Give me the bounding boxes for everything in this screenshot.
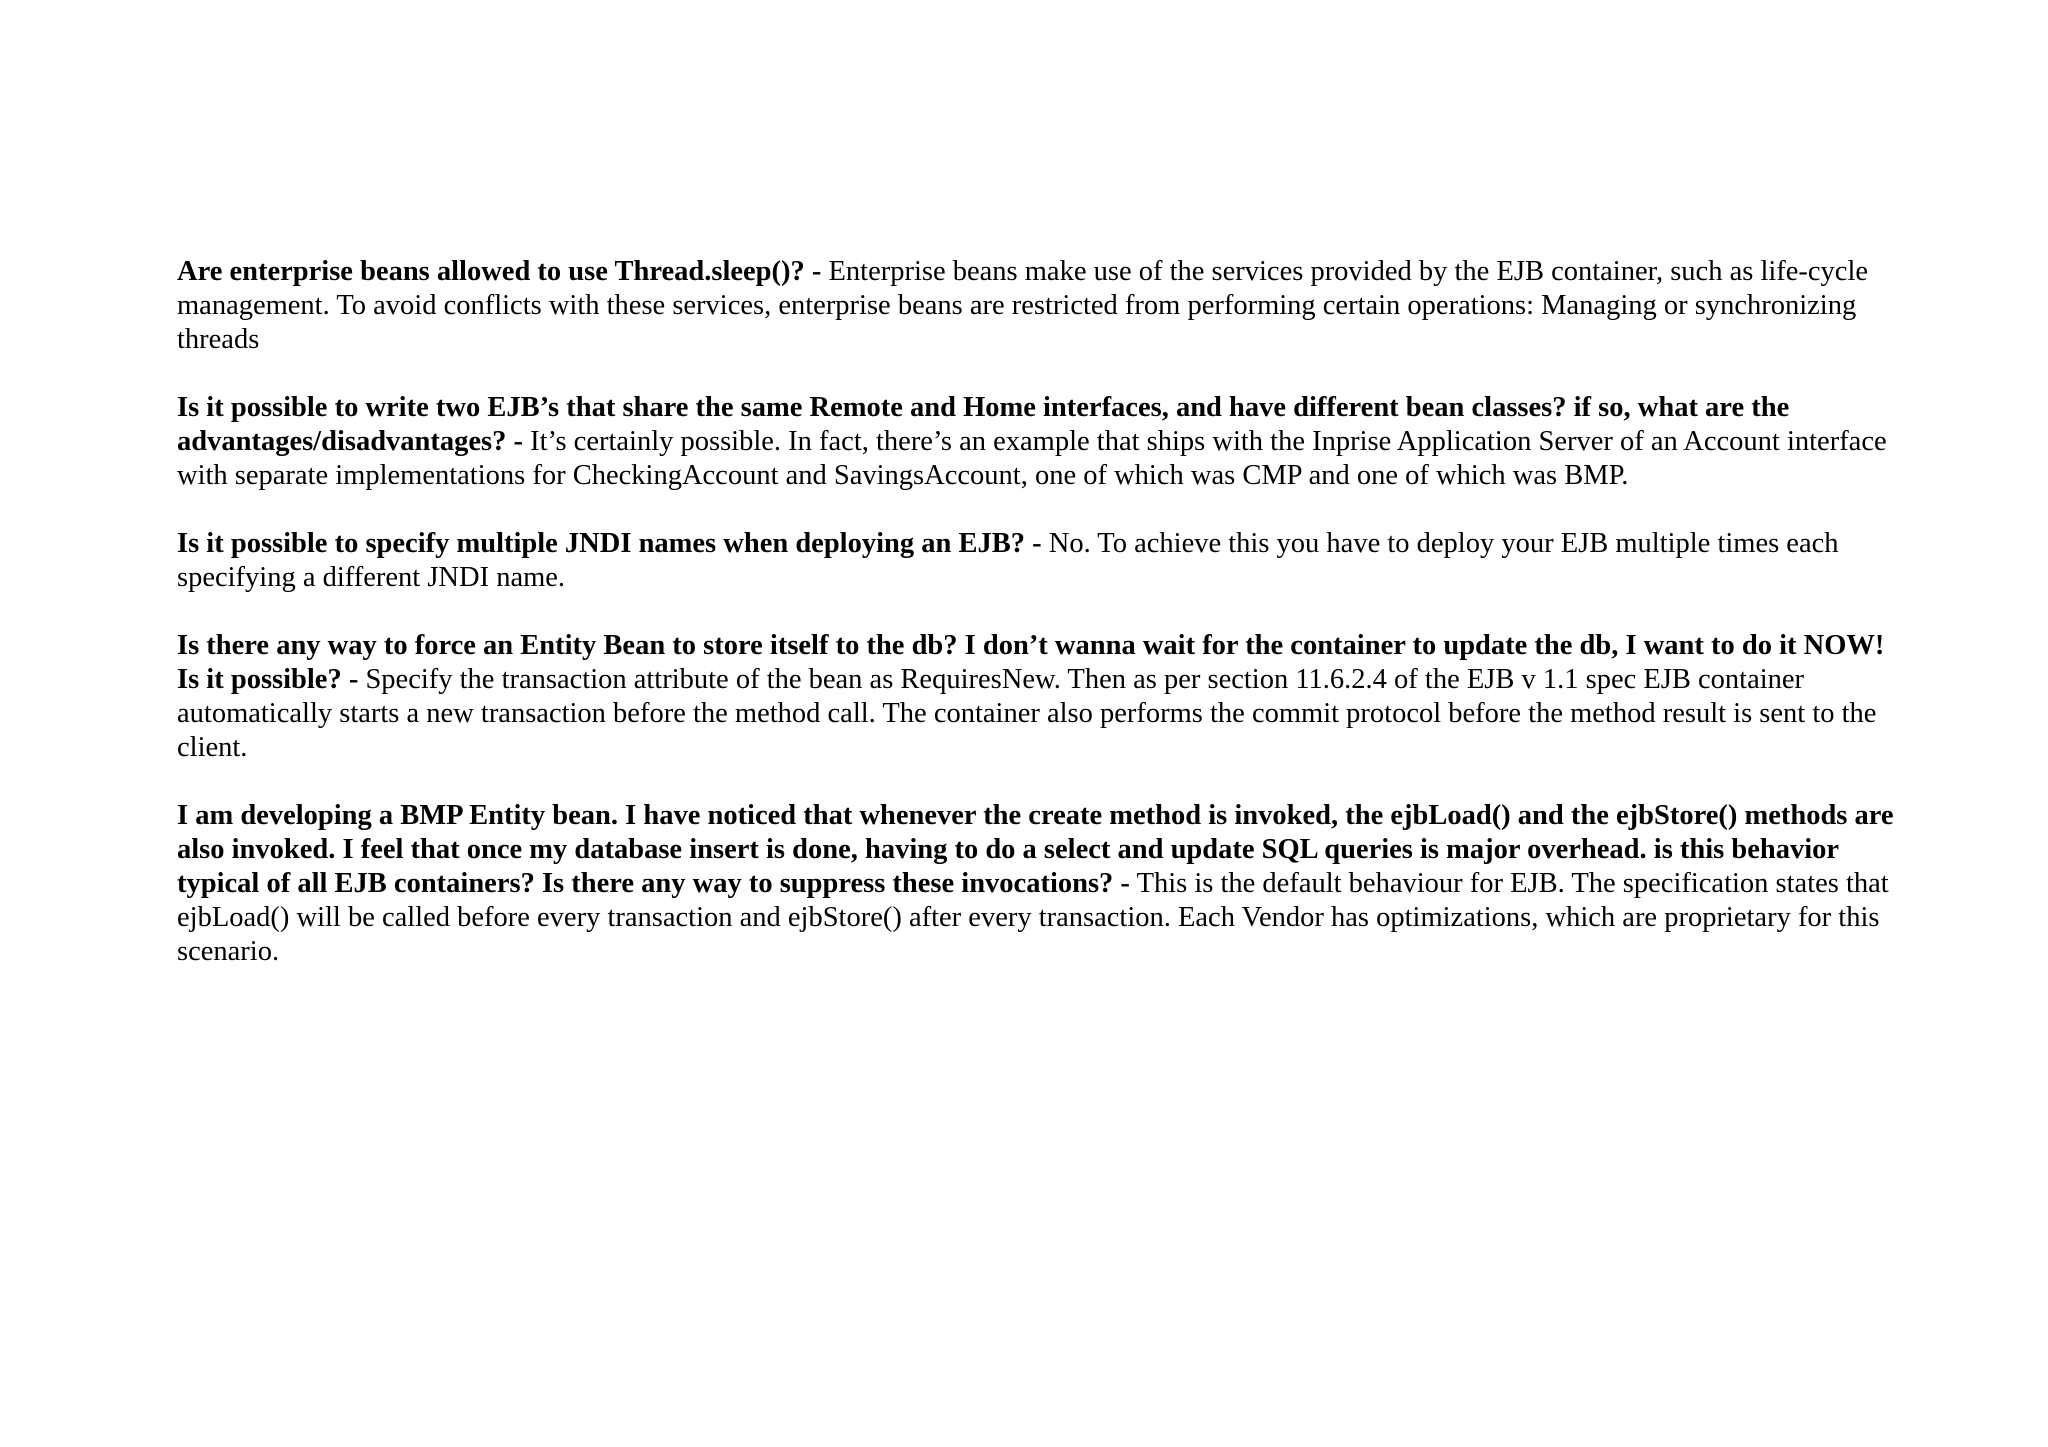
answer-text: Enterprise beans make use of the services provided by the EJB container, such as life-cycle management. To avoid conflicts with these services, enterprise beans are restricted from performing certain operations: Managing or synchronizing threads xyxy=(177,256,1869,355)
question-text: Is there any way to force an Entity Bean to store itself to the db? I don’t wanna wait for the container to update the db, I want to do it NOW! Is it possible? - xyxy=(177,630,1885,695)
answer-text: Specify the transaction attribute of the bean as RequiresNew. Then as per section 11.6.2.4 of the EJB v 1.1 spec EJB container automatically starts a new transaction before the method call. The container also performs the commit protocol before the method result is sent to the client. xyxy=(177,664,1877,763)
document-body xyxy=(177,255,1897,1003)
qa-item xyxy=(177,391,1897,493)
answer-text: This is the default behaviour for EJB. The specification states that ejbLoad() will be called before every transaction and ejbStore() after every transaction. Each Vendor has optimizations, which are proprietary for this scenario. xyxy=(177,868,1889,967)
answer-text: It’s certainly possible. In fact, there’s an example that ships with the Inprise Application Server of an Account interface with separate implementations for CheckingAccount and SavingsAccount, one of which was CMP and one of which was BMP. xyxy=(177,426,1887,491)
question-text: I am developing a BMP Entity bean. I have noticed that whenever the create method is invoked, the ejbLoad() and the ejbStore() methods are also invoked. I feel that once my database insert is done, having to do a select and update SQL queries is major overhead. is this behavior typical of all EJB containers? Is there any way to suppress these invocations? - xyxy=(177,800,1894,899)
question-text: Is it possible to write two EJB’s that share the same Remote and Home interfaces, and have different bean classes? if so, what are the advantages/disadvantages? - xyxy=(177,392,1790,457)
qa-item xyxy=(177,527,1897,595)
qa-item xyxy=(177,799,1897,969)
qa-item xyxy=(177,629,1897,765)
question-text: Are enterprise beans allowed to use Thread.sleep()? - xyxy=(177,256,822,287)
question-text: Is it possible to specify multiple JNDI names when deploying an EJB? - xyxy=(177,528,1042,559)
qa-item xyxy=(177,255,1897,357)
answer-text: No. To achieve this you have to deploy your EJB multiple times each specifying a different JNDI name. xyxy=(177,528,1839,593)
